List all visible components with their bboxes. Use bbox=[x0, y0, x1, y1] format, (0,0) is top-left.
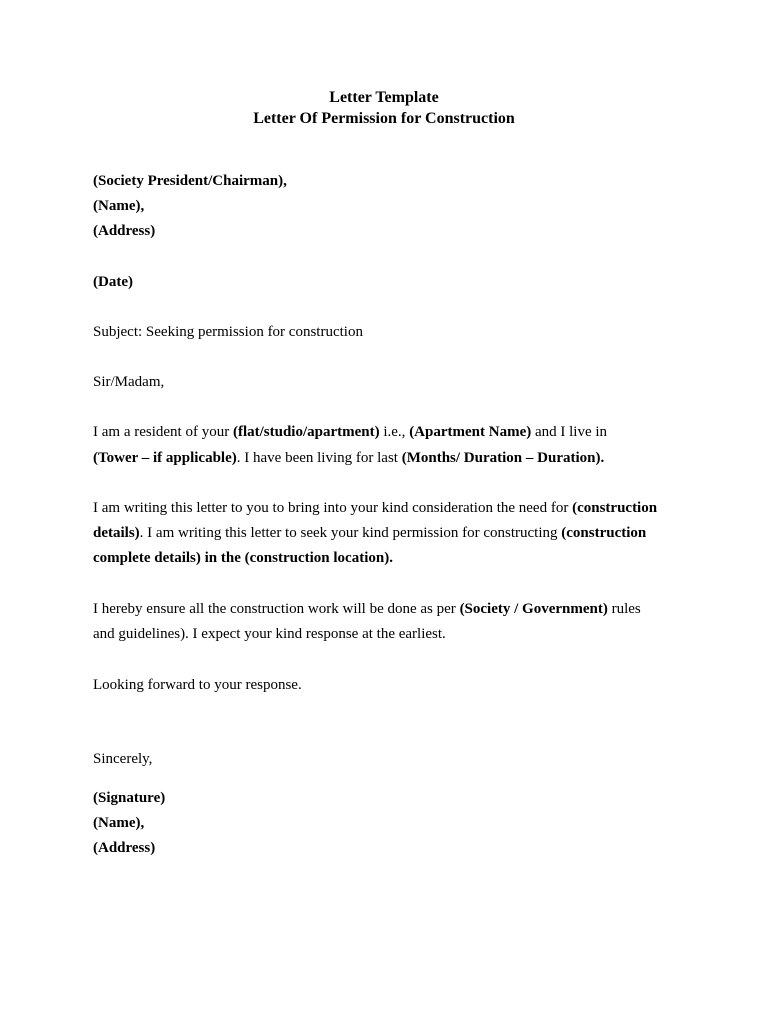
para3-text-1: I hereby ensure all the construction work will be done as per bbox=[93, 601, 460, 617]
para3-bold-1: (Society / Government) bbox=[459, 601, 608, 617]
letter-date: (Date) bbox=[93, 274, 133, 290]
para2-text-1: I am writing this letter to you to bring into your kind consideration the need for bbox=[93, 500, 573, 516]
recipient-name: (Name), bbox=[93, 198, 145, 214]
para1-bold-1: (flat/studio/apartment) bbox=[232, 424, 380, 440]
paragraph-2-line-2 bbox=[93, 523, 646, 543]
paragraph-3-line-1 bbox=[93, 599, 641, 619]
para2-bold-3: (construction bbox=[561, 525, 647, 541]
para3-text-2: rules bbox=[607, 601, 641, 617]
para2-bold-1: (construction bbox=[572, 500, 658, 516]
signoff: Sincerely, bbox=[93, 751, 153, 767]
sender-name: (Name), bbox=[93, 815, 145, 831]
paragraph-3-line-2: and guidelines). I expect your kind response at the earliest. bbox=[93, 626, 446, 642]
recipient-role: (Society President/Chairman), bbox=[93, 173, 287, 189]
document-title: Letter Template bbox=[329, 89, 439, 106]
para1-text-4: . I have been living for last bbox=[236, 450, 402, 466]
para1-bold-2: (Apartment Name) bbox=[409, 424, 532, 440]
paragraph-1-line-1 bbox=[93, 422, 607, 442]
salutation: Sir/Madam, bbox=[93, 374, 165, 390]
paragraph-1-line-2 bbox=[93, 448, 604, 468]
closing-line: Looking forward to your response. bbox=[93, 677, 302, 693]
subject-line: Subject: Seeking permission for construction bbox=[93, 324, 363, 340]
para1-bold-3: (Tower – if applicable) bbox=[93, 450, 237, 466]
document-subtitle: Letter Of Permission for Construction bbox=[253, 110, 515, 127]
para2-text-2: . I am writing this letter to seek your kind permission for constructing bbox=[139, 525, 562, 541]
para2-bold-2: details) bbox=[93, 525, 140, 541]
para1-text-2: i.e., bbox=[379, 424, 410, 440]
para1-text-1: I am a resident of your bbox=[93, 424, 233, 440]
recipient-address: (Address) bbox=[93, 223, 156, 239]
paragraph-2-line-3: complete details) in the (construction location). bbox=[93, 550, 393, 566]
sender-signature: (Signature) bbox=[93, 790, 166, 806]
title-block bbox=[0, 87, 768, 129]
para1-text-3: and I live in bbox=[531, 424, 608, 440]
sender-address: (Address) bbox=[93, 840, 156, 856]
para1-bold-4: (Months/ Duration – Duration). bbox=[401, 450, 605, 466]
paragraph-2-line-1 bbox=[93, 498, 657, 518]
